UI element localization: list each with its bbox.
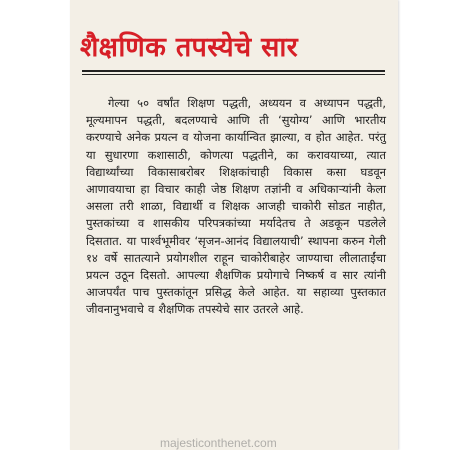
blurb-paragraph: गेल्या ५० वर्षांत शिक्षण पद्धती, अध्ययन व अध्यापन पद्धती, मूल्यमापन पद्धती, बदलण्याचे आणि ती ‘सुयोग्य’ आणि भारतीय करण्याचे अनेक प्रयत्न व योजना कार्यान्वित झाल्या, व होत आहेत. परंतु या सुधारणा कशासाठी, कोणत्या पद्धतीने, का करावयाच्या, त्यात विद्यार्थ्यांच्या विकासाबरोबर शिक्षकांचाही विकास कसा घडवून आणावयाचा हा विचार काही जेष्ठ शिक्षण तज्ञांनी व अधिकाऱ्यांनी केला असला तरी शाळा, विद्यार्थी व शिक्षक आजही चाकोरी सोडत नाहीत, पुस्तकांच्या व शासकीय परिपत्रकांच्या मर्यादेतच ते अडकून पडलेले दिसतात. या पार्श्वभूमीवर ‘सृजन-आनंद विद्यालयाची’ स्थापना करुन गेली १४ वर्षे सातत्याने प्रयोगशील राहून चाकोरीबाहेर जाण्याचा लीलाताईंचा प्रयत्न उठून दिसतो. आपल्या शैक्षणिक प्रयोगाचे निष्कर्ष व सार त्यांनी आजपर्यंत पाच पुस्तकांतून प्रसिद्ध केले आहेत. या सहाव्या पुस्तकात जीवनानुभवाचे व शैक्षणिक तपस्येचे सार उतरले आहे. <box>86 96 386 317</box>
watermark-text: majesticonthenet.com <box>160 436 277 450</box>
title-underline-thin <box>82 74 385 75</box>
cover-title: शैक्षणिक तपस्येचे सार <box>80 32 298 63</box>
book-back-cover <box>70 0 398 450</box>
title-underline-thick <box>82 70 385 72</box>
